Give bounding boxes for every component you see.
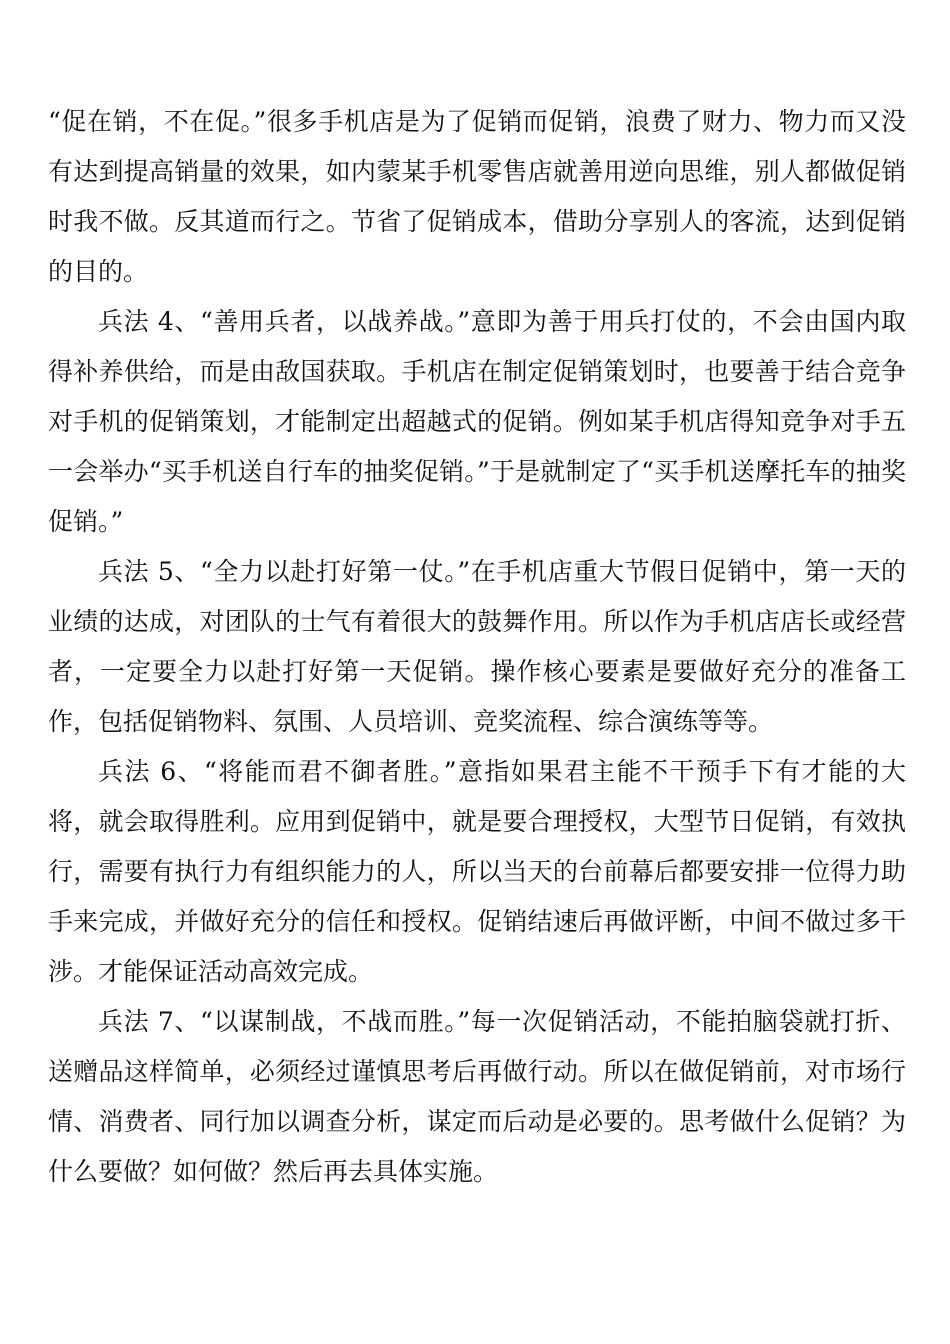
paragraph-strategy-7: 兵法 7、“以谋制战，不战而胜。”每一次促销活动，不能拍脑袋就打折、送赠品这样简单，必须经过谨慎思考后再做行动。所以在做促销前，对市场行情、消费者、同行加以调查分析，谋定而后动是必要的。思考做什么促销？为什么要做？如何做？然后再去具体实施。 bbox=[48, 1007, 906, 1186]
document-page bbox=[48, 97, 906, 1197]
paragraph-strategy-5: 兵法 5、“全力以赴打好第一仗。”在手机店重大节假日促销中，第一天的业绩的达成，对团队的士气有着很大的鼓舞作用。所以作为手机店店长或经营者，一定要全力以赴打好第一天促销。操作核心要素是要做好充分的准备工作，包括促销物料、氛围、人员培训、竞奖流程、综合演练等等。 bbox=[48, 557, 906, 736]
paragraph-strategy-4: 兵法 4、“善用兵者，以战养战。”意即为善于用兵打仗的，不会由国内取得补养供给，而是由敌国获取。手机店在制定促销策划时，也要善于结合竞争对手机的促销策划，才能制定出超越式的促销。例如某手机店得知竞争对手五一会举办“买手机送自行车的抽奖促销。”于是就制定了“买手机送摩托车的抽奖促销。” bbox=[48, 307, 906, 536]
paragraph-continuation: “促在销，不在促。”很多手机店是为了促销而促销，浪费了财力、物力而又没有达到提高销量的效果，如内蒙某手机零售店就善用逆向思维，别人都做促销时我不做。反其道而行之。节省了促销成本，借助分享别人的客流，达到促销的目的。 bbox=[48, 107, 906, 286]
paragraph-strategy-6: 兵法 6、“将能而君不御者胜。”意指如果君主能不干预手下有才能的大将，就会取得胜利。应用到促销中，就是要合理授权，大型节日促销，有效执行，需要有执行力有组织能力的人，所以当天的台前幕后都要安排一位得力助手来完成，并做好充分的信任和授权。促销结速后再做评断，中间不做过多干涉。才能保证活动高效完成。 bbox=[48, 757, 906, 986]
